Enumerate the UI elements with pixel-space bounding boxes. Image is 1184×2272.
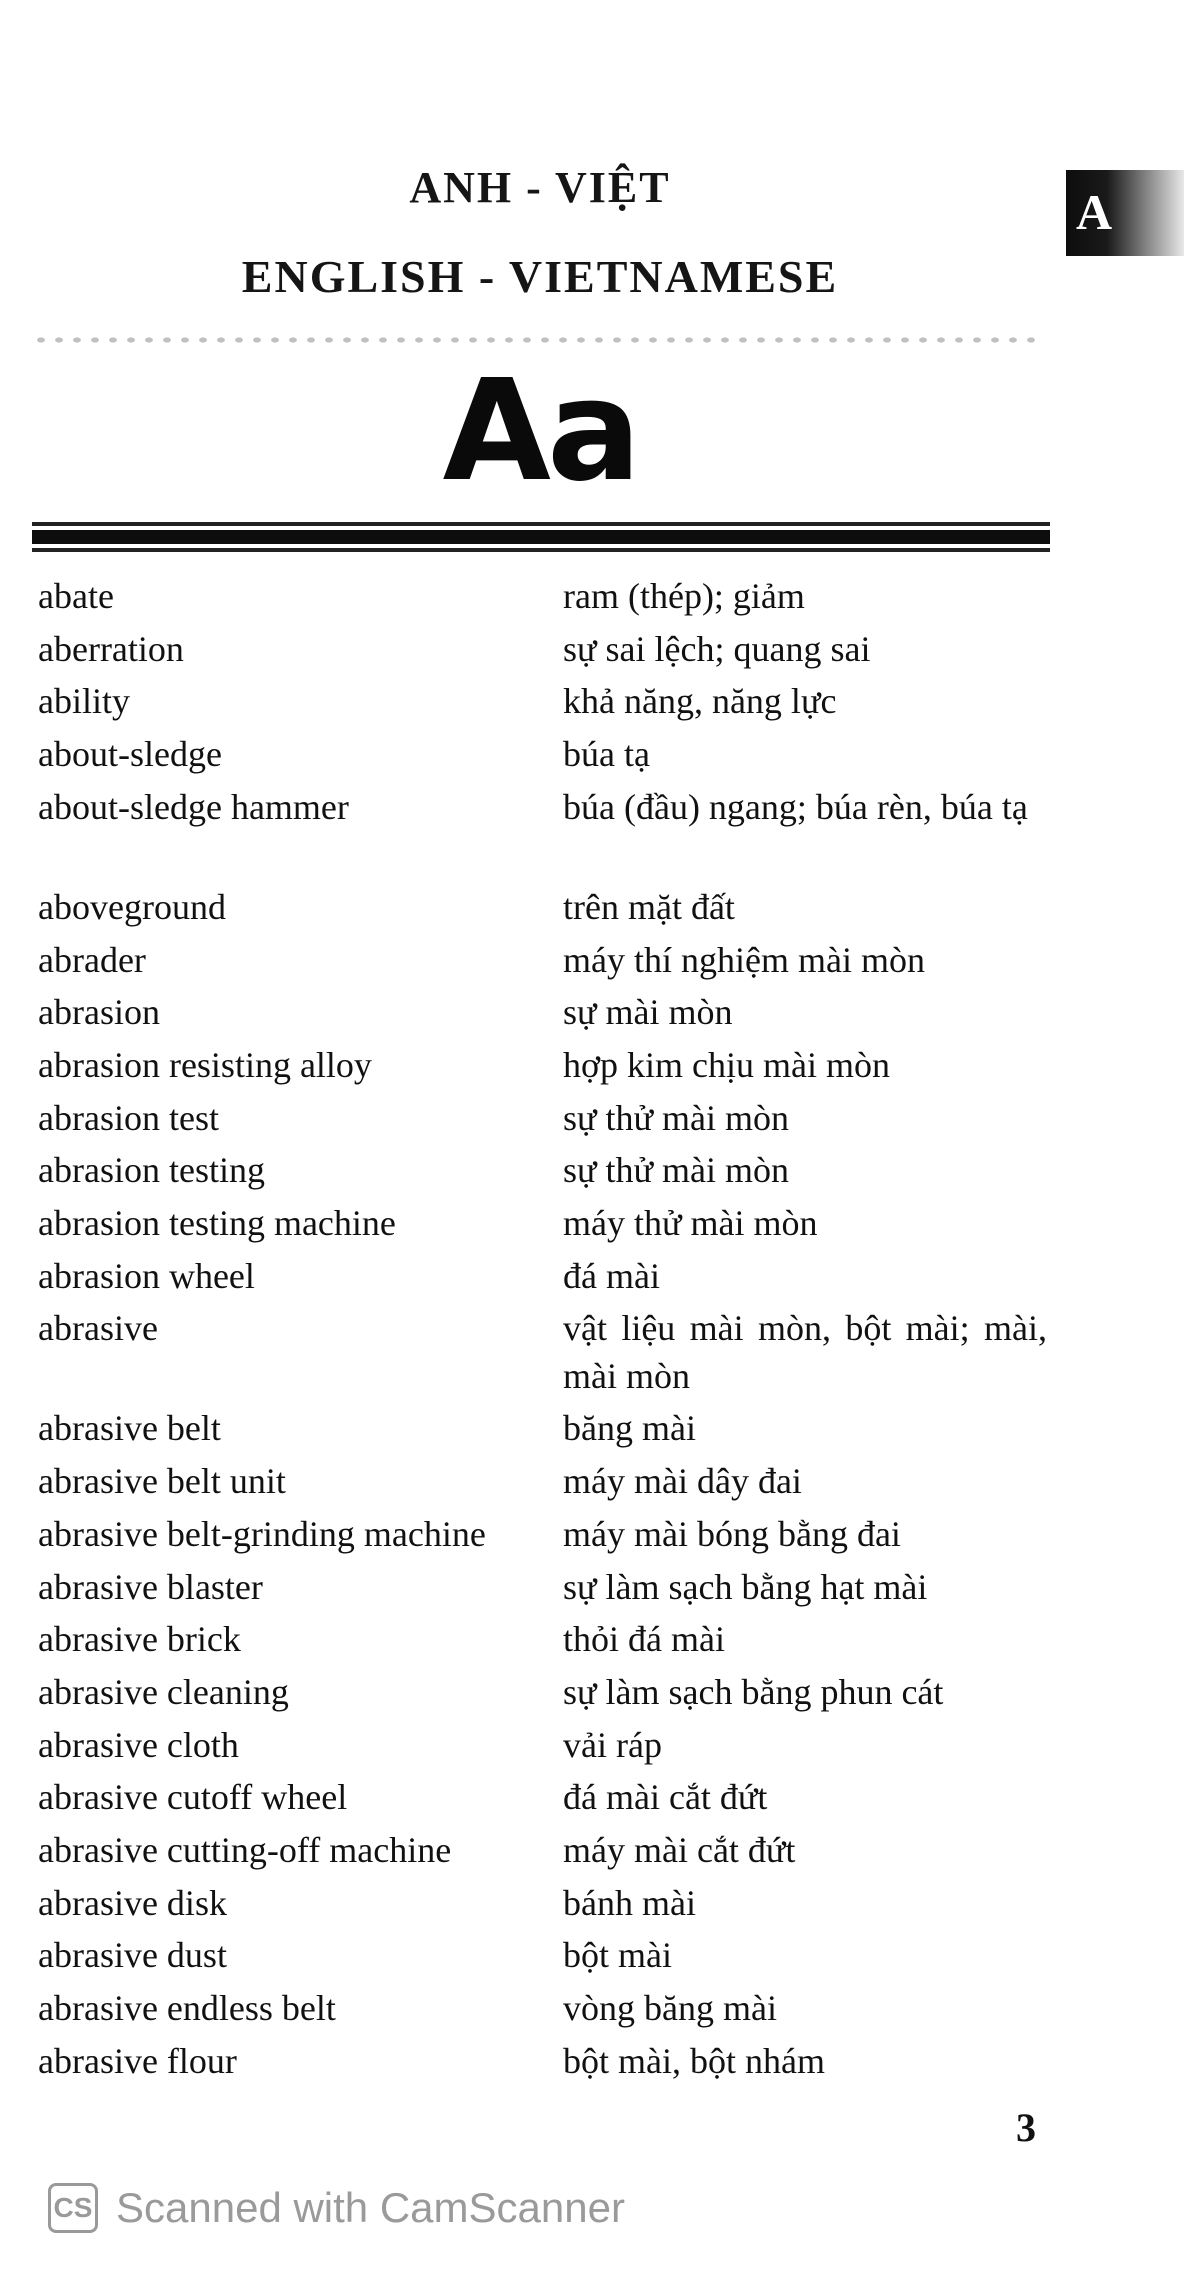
entry-term: abrasive brick: [38, 1619, 241, 1660]
entry-gloss: máy mài dây đai: [563, 1461, 802, 1502]
entry-term: abrasive belt unit: [38, 1461, 286, 1502]
entry-gloss: sự thử mài mòn: [563, 1150, 790, 1191]
dictionary-entry: [0, 675, 1184, 728]
entry-term: abate: [38, 576, 114, 616]
dictionary-entry: [0, 570, 1184, 623]
dictionary-entry: [0, 1508, 1184, 1561]
entry-term: abrasion test: [38, 1097, 219, 1138]
entry-term: abrasion wheel: [38, 1255, 255, 1296]
entry-term: ability: [38, 681, 130, 722]
entry-term: about-sledge: [38, 734, 222, 775]
dictionary-entry: [0, 1929, 1184, 1982]
entry-gloss: ram (thép); giảm: [563, 576, 805, 616]
dictionary-entry: [0, 1455, 1184, 1508]
entry-gloss: thỏi đá mài: [563, 1619, 725, 1660]
entry-gloss: vải ráp: [563, 1724, 662, 1765]
section-rule-bottom: [32, 548, 1050, 552]
entry-gloss: búa tạ: [563, 734, 650, 775]
dictionary-entry: [0, 1666, 1184, 1719]
title-anh-viet: ANH - VIỆT: [409, 163, 671, 212]
entry-term: about-sledge hammer: [38, 786, 349, 827]
dictionary-entry: [0, 781, 1184, 881]
dictionary-entry: [0, 1719, 1184, 1772]
entry-gloss: trên mặt đất: [563, 886, 735, 927]
entry-gloss: vòng băng mài: [563, 1988, 777, 2029]
entry-gloss: máy thí nghiệm mài mòn: [563, 939, 925, 980]
dictionary-entry: [0, 881, 1184, 934]
dictionary-entry: [0, 986, 1184, 1039]
watermark-text: Scanned with CamScanner: [116, 2184, 625, 2231]
dictionary-entry: [0, 1877, 1184, 1930]
entry-gloss: bột mài, bột nhám: [563, 2040, 825, 2081]
entry-term: abrasive blaster: [38, 1566, 263, 1607]
thumb-index-tab: [1066, 170, 1184, 256]
entry-term: abrasive cleaning: [38, 1671, 289, 1712]
entry-term: abrasive disk: [38, 1882, 227, 1923]
entry-term: abrasion: [38, 992, 160, 1033]
entry-term: abrasive belt-grinding machine: [38, 1513, 486, 1554]
entry-gloss: bột mài: [563, 1935, 672, 1976]
dictionary-entry: [0, 1771, 1184, 1824]
dictionary-entry: [0, 1144, 1184, 1197]
page-number: 3: [1016, 2105, 1036, 2150]
dictionary-entry: [0, 1402, 1184, 1455]
thumb-index-letter: A: [1076, 184, 1113, 240]
entry-gloss: sự làm sạch bằng phun cát: [563, 1671, 944, 1712]
dictionary-entry: [0, 1982, 1184, 2035]
section-rule-thick: [32, 530, 1050, 544]
camscanner-watermark: [48, 2180, 625, 2236]
entry-term: abrasion testing machine: [38, 1203, 396, 1243]
entry-term: abrasive flour: [38, 2040, 237, 2081]
dictionary-entry: [0, 2035, 1184, 2088]
entry-term: abrasive belt: [38, 1408, 221, 1449]
entry-term: abrasive cutoff wheel: [38, 1777, 348, 1818]
ornamental-divider: [32, 334, 1044, 346]
entry-term: aberration: [38, 628, 184, 669]
entry-gloss: đá mài: [563, 1255, 660, 1296]
entry-gloss: khả năng, năng lực: [563, 681, 837, 722]
dictionary-entry: [0, 1197, 1184, 1250]
entry-gloss: máy mài cắt đứt: [563, 1830, 796, 1870]
entry-gloss: hợp kim chịu mài mòn: [563, 1044, 891, 1085]
section-rule-top: [32, 522, 1050, 526]
dictionary-entry: [0, 1824, 1184, 1877]
entry-gloss: búa (đầu) ngang; búa rèn, búa tạ: [563, 786, 1028, 827]
entry-gloss: máy mài bóng bằng đai: [563, 1513, 901, 1554]
entry-gloss: sự mài mòn: [563, 992, 733, 1033]
dictionary-entry: [0, 728, 1184, 781]
entry-term: aboveground: [38, 886, 226, 927]
entry-gloss: băng mài: [563, 1408, 696, 1449]
entry-gloss: vật liệu mài mòn, bột mài; mài, mài mòn: [563, 1308, 1047, 1397]
dictionary-entry: [0, 1039, 1184, 1092]
entry-gloss: sự sai lệch; quang sai: [563, 628, 871, 669]
entry-gloss: sự làm sạch bằng hạt mài: [563, 1566, 928, 1607]
section-letter-heading: Aa: [442, 350, 638, 513]
entry-gloss: bánh mài: [563, 1882, 696, 1923]
entry-term: abrasive cloth: [38, 1724, 239, 1765]
entry-gloss: đá mài cắt đứt: [563, 1777, 768, 1818]
dictionary-entry: [0, 1613, 1184, 1666]
dictionary-entry: [0, 1561, 1184, 1614]
title-english-vietnamese: ENGLISH - VIETNAMESE: [241, 251, 839, 302]
entry-gloss: sự thử mài mòn: [563, 1097, 790, 1138]
entry-term: abrasive endless belt: [38, 1988, 336, 2029]
dictionary-entry: [0, 1092, 1184, 1145]
entry-gloss: máy thử mài mòn: [563, 1203, 818, 1243]
dictionary-entry: [0, 1250, 1184, 1303]
entry-term: abrasion testing: [38, 1150, 265, 1191]
entry-term: abrasive dust: [38, 1935, 227, 1976]
entry-term: abrader: [38, 939, 146, 980]
entry-term: abrasion resisting alloy: [38, 1044, 372, 1085]
dictionary-entry: [0, 934, 1184, 987]
camscanner-logo-icon: CS: [48, 2183, 98, 2233]
entry-term: abrasive: [38, 1308, 158, 1349]
dictionary-entry: [0, 1302, 1184, 1402]
entry-term: abrasive cutting-off machine: [38, 1830, 452, 1870]
dictionary-entry: [0, 623, 1184, 676]
